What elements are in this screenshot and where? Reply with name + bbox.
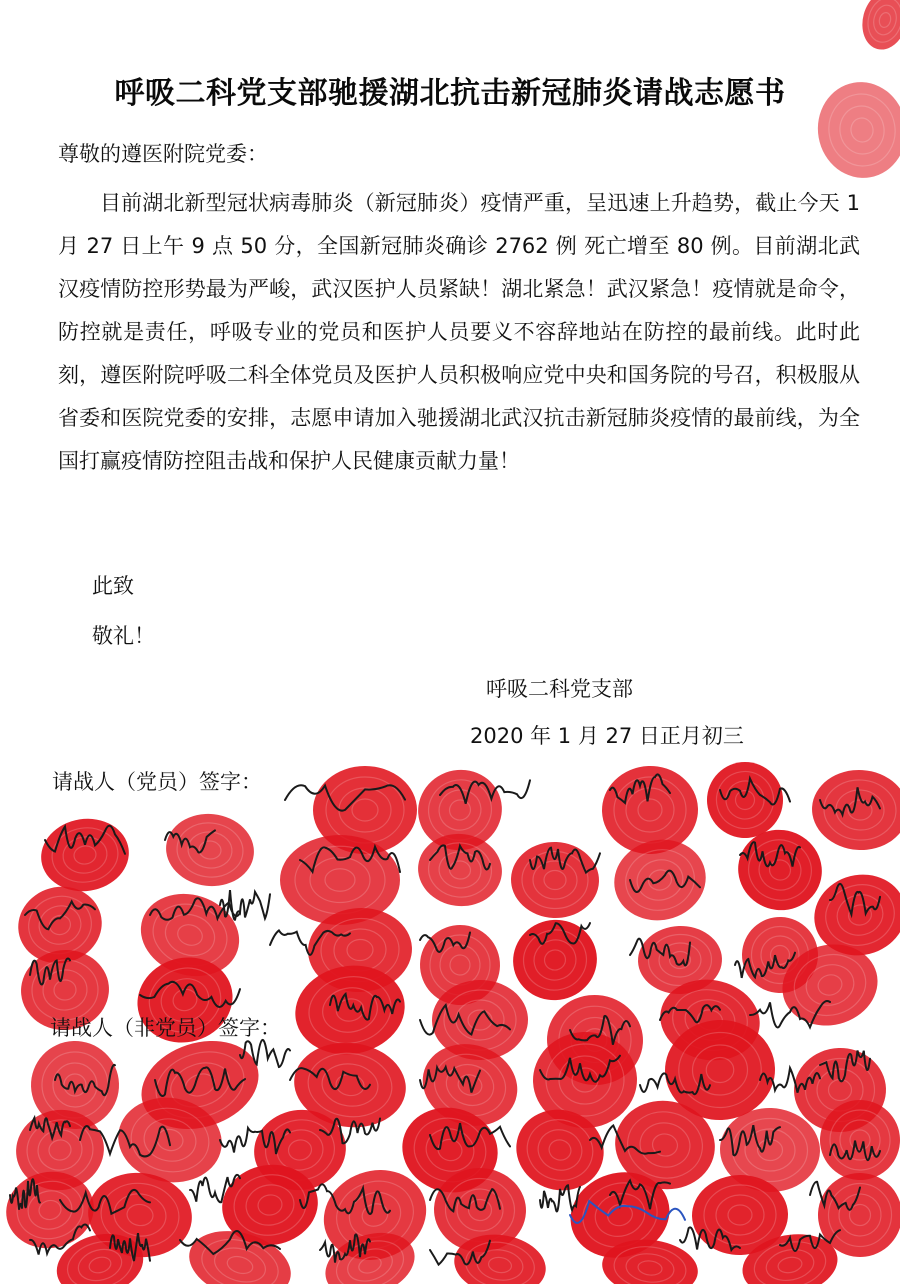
page-title: 呼吸二科党支部驰援湖北抗击新冠肺炎请战志愿书 bbox=[114, 76, 786, 111]
fingerprint-mark bbox=[509, 840, 600, 920]
salutation: 尊敬的遵医附院党委： bbox=[58, 142, 268, 166]
fingerprint-mark bbox=[856, 0, 900, 55]
fingerprint-mark bbox=[414, 829, 506, 911]
fingerprint-mark bbox=[36, 813, 134, 897]
closing-line-1: 此致 bbox=[92, 574, 134, 598]
nonparty-signature-label: 请战人（非党员）签字： bbox=[50, 1016, 281, 1040]
party-signature-label: 请战人（党员）签字： bbox=[52, 770, 262, 794]
letter-date: 2020 年 1 月 27 日正月初三 bbox=[470, 724, 744, 748]
fingerprint-mark bbox=[162, 809, 257, 890]
letter-body: 目前湖北新型冠状病毒肺炎（新冠肺炎）疫情严重，呈迅速上升趋势，截止今天 1 月 27 日上午 9 点 50 分，全国新冠肺炎确诊 2762 例 死亡增至 80 例。目前湖北武汉疫情防控形势最为严峻，武汉医护人员紧缺！湖北紧急！武汉紧急！疫情就是命令，防控就是责任，呼吸专业的党员和医护人员要义不容辞地站在防控的最前线。此时此刻，遵医附院呼吸二科全体党员及医护人员积极响应党中央和国务院的号召，积极服从省委和医院党委的安排，志愿申请加入驰援湖北武汉抗击新冠肺炎疫情的最前线，为全国打赢疫情防控阻击战和保护人民健康贡献力量！ bbox=[58, 191, 860, 473]
closing-line-2: 敬礼！ bbox=[92, 624, 155, 648]
organization-name: 呼吸二科党支部 bbox=[486, 677, 633, 701]
handwritten-signature bbox=[540, 1185, 580, 1211]
handwritten-signature bbox=[220, 890, 270, 920]
fingerprint-mark bbox=[810, 767, 900, 853]
